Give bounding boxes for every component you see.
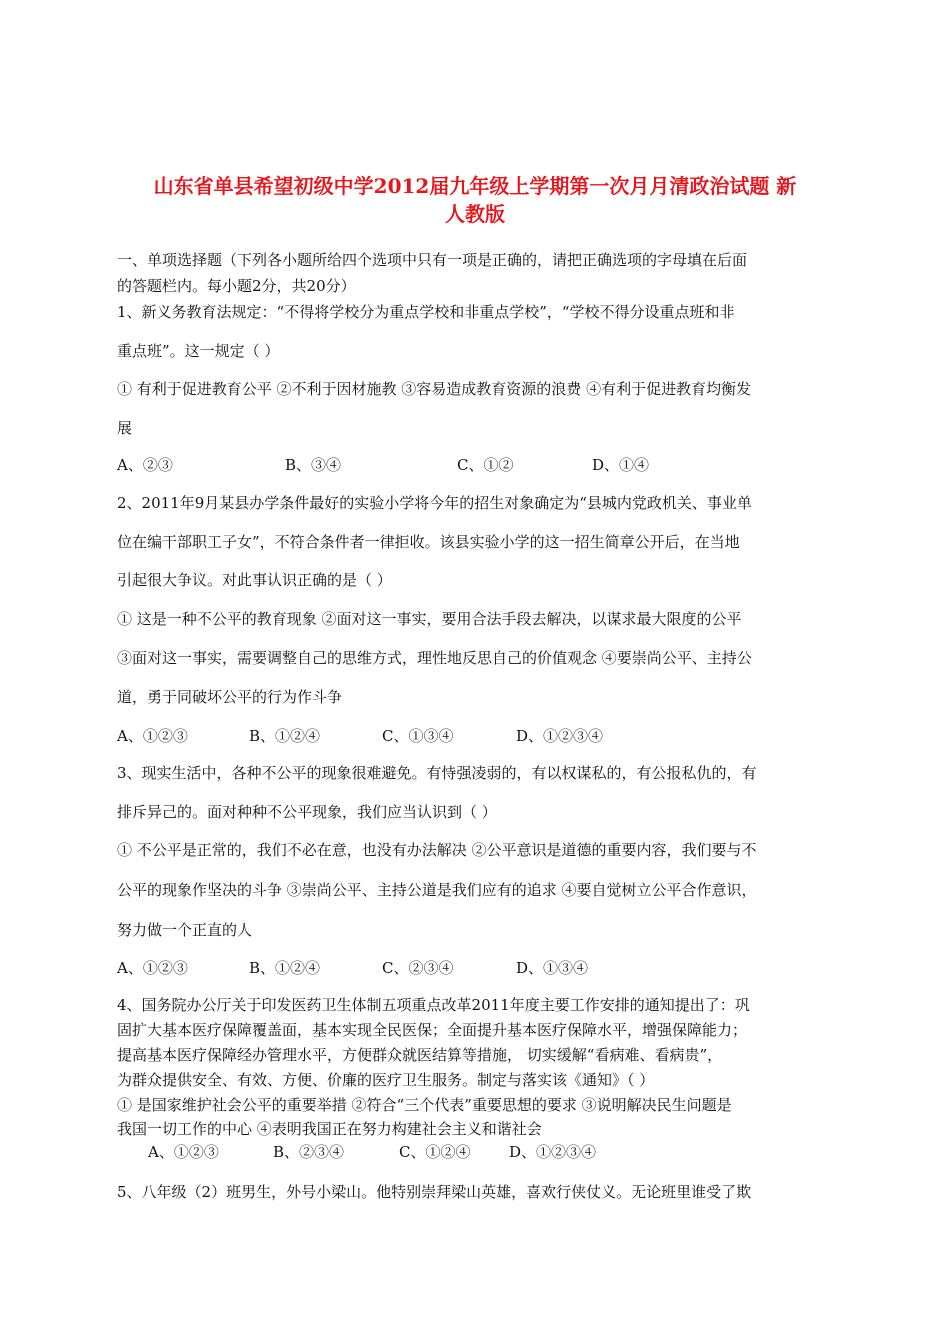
question-2-statement-line-1: ① 这是一种不公平的教育现象 ②面对这一事实，要用合法手段去解决，以谋求最大限度的公平 bbox=[117, 610, 742, 628]
question-4-option-d: D、①②③④ bbox=[509, 1143, 597, 1161]
question-4-stem-line-4: 为群众提供安全、有效、方便、价廉的医疗卫生服务。制定与落实该《通知》（ ） bbox=[117, 1071, 655, 1089]
question-2-statement-line-2: ③面对这一事实，需要调整自己的思维方式，理性地反思自己的价值观念 ④要崇尚公平、主持公 bbox=[117, 649, 752, 667]
question-1-statement-line-2: 展 bbox=[117, 419, 133, 437]
question-1-stem-line-2: 重点班”。这一规定（ ） bbox=[117, 342, 280, 360]
question-4-stem-line-1: 4、国务院办公厅关于印发医药卫生体制五项重点改革2011年度主要工作安排的通知提出了：巩 bbox=[117, 996, 750, 1014]
section-heading-line-1: 一、单项选择题（下列各小题所给四个选项中只有一项是正确的，请把正确选项的字母填在后面 bbox=[117, 251, 748, 269]
question-1-stem-line-1: 1、新义务教育法规定：“不得将学校分为重点学校和非重点学校”，“学校不得分设重点班和非 bbox=[117, 303, 735, 321]
question-2-stem-line-3: 引起很大争议。对此事认识正确的是（ ） bbox=[117, 571, 392, 589]
question-3-statement-line-3: 努力做一个正直的人 bbox=[117, 921, 253, 939]
question-1-option-c: C、①② bbox=[457, 456, 514, 474]
question-3-stem-line-1: 3、现实生活中，各种不公平的现象很难避免。有恃强凌弱的，有以权谋私的，有公报私仇的，有 bbox=[117, 764, 757, 782]
question-1-statement-line-1: ① 有利于促进教育公平 ②不利于因材施教 ③容易造成教育资源的浪费 ④有利于促进教育均衡发 bbox=[117, 380, 752, 398]
question-4-stem-line-3: 提高基本医疗保障经办管理水平，方便群众就医结算等措施， 切实缓解“看病难、看病贵”， bbox=[117, 1046, 723, 1064]
question-2-stem-line-1: 2、2011年9月某县办学条件最好的实验小学将今年的招生对象确定为“县城内党政机关、事业单 bbox=[117, 494, 752, 512]
question-2-option-b: B、①②④ bbox=[249, 727, 321, 745]
question-3-stem-line-2: 排斥异己的。面对种种不公平现象，我们应当认识到（ ） bbox=[117, 803, 497, 821]
question-2-option-a: A、①②③ bbox=[117, 727, 188, 745]
question-1-option-b: B、③④ bbox=[285, 456, 342, 474]
question-4-statement-line-2: 我国一切工作的中心 ④表明我国正在努力构建社会主义和谐社会 bbox=[117, 1120, 542, 1138]
document-title-line-1: 山东省单县希望初级中学2012届九年级上学期第一次月月清政治试题 新 bbox=[153, 174, 797, 198]
question-4-statement-line-1: ① 是国家维护社会公平的重要举措 ②符合“三个代表”重要思想的要求 ③说明解决民生问题是 bbox=[117, 1096, 732, 1114]
question-4-option-b: B、②③④ bbox=[273, 1143, 345, 1161]
question-5-stem-line-1: 5、八年级（2）班男生，外号小梁山。他特别崇拜梁山英雄，喜欢行侠仗义。无论班里谁受了欺 bbox=[117, 1183, 752, 1201]
question-2-option-c: C、①③④ bbox=[382, 727, 454, 745]
question-2-statement-line-3: 道，勇于同破坏公平的行为作斗争 bbox=[117, 688, 343, 706]
section-heading-line-2: 的答题栏内。每小题2分，共20分） bbox=[117, 277, 356, 295]
question-2-stem-line-2: 位在编干部职工子女”，不符合条件者一律拒收。该县实验小学的这一招生简章公开后，在当地 bbox=[117, 533, 740, 551]
document-title-line-2: 人教版 bbox=[445, 202, 505, 226]
question-3-option-d: D、①③④ bbox=[516, 959, 589, 977]
question-3-option-c: C、②③④ bbox=[382, 959, 454, 977]
question-1-option-d: D、①④ bbox=[592, 456, 650, 474]
question-2-option-d: D、①②③④ bbox=[516, 727, 604, 745]
question-3-statement-line-1: ① 不公平是正常的，我们不必在意，也没有办法解决 ②公平意识是道德的重要内容，我们要与不 bbox=[117, 841, 757, 859]
question-3-option-b: B、①②④ bbox=[249, 959, 321, 977]
question-4-option-a: A、①②③ bbox=[148, 1143, 219, 1161]
question-3-statement-line-2: 公平的现象作坚决的斗争 ③崇尚公平、主持公道是我们应有的追求 ④要自觉树立公平合作意识， bbox=[117, 881, 757, 899]
question-1-option-a: A、②③ bbox=[117, 456, 173, 474]
question-4-stem-line-2: 固扩大基本医疗保障覆盖面，基本实现全民医保；全面提升基本医疗保障水平，增强保障能力； bbox=[117, 1021, 748, 1039]
question-4-option-c: C、①②④ bbox=[399, 1143, 471, 1161]
question-3-option-a: A、①②③ bbox=[117, 959, 188, 977]
